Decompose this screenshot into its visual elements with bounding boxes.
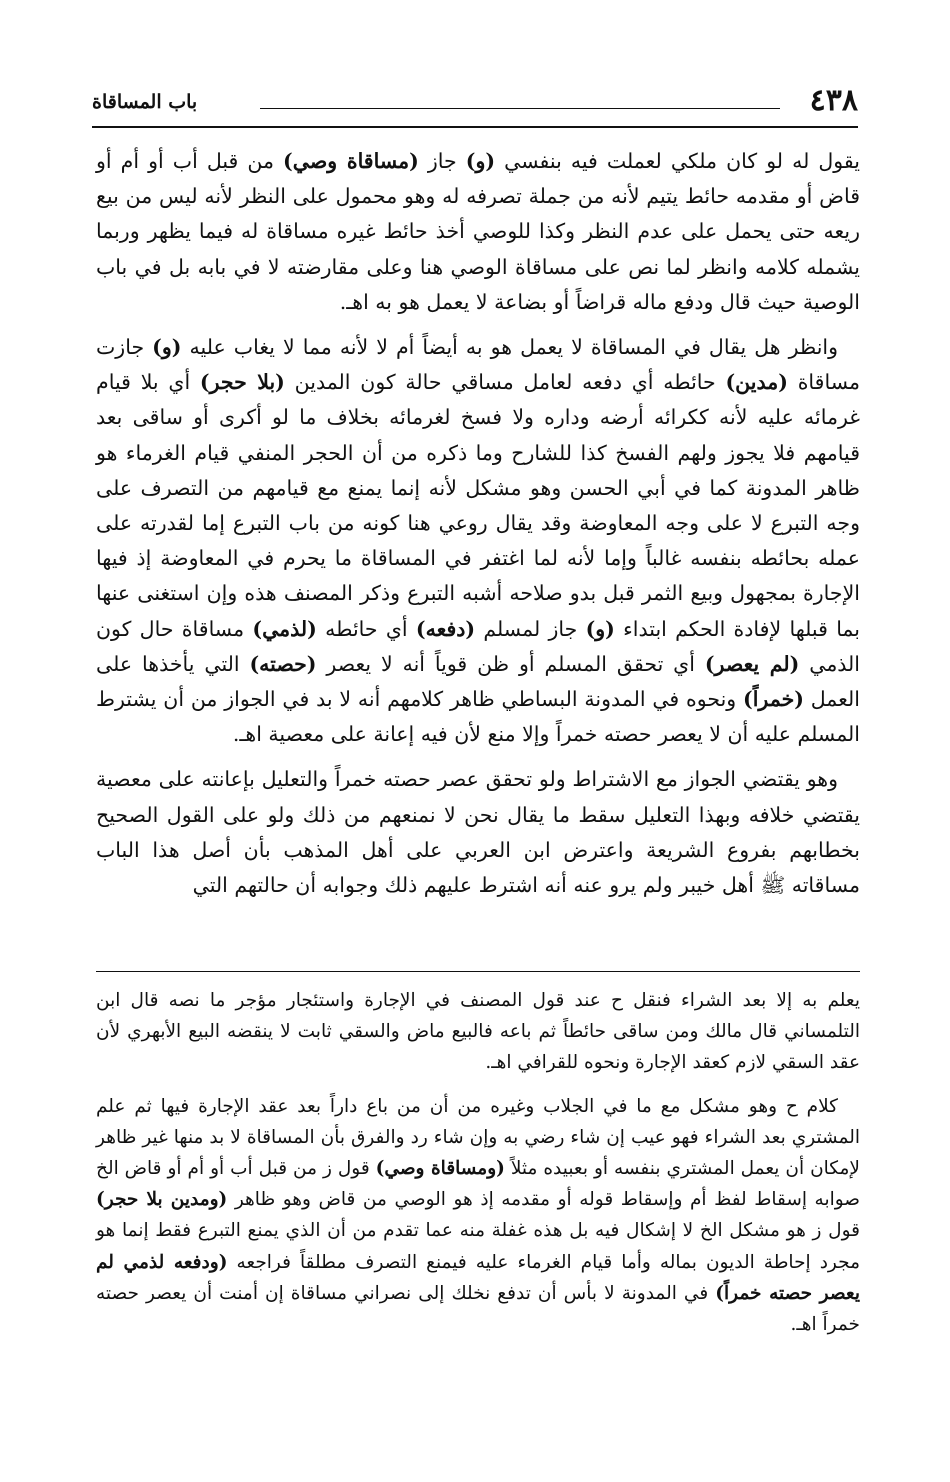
text-run: مساقاة حال كون الذمي (96, 616, 861, 676)
footnotes (96, 985, 860, 1340)
bold-term: (حصته) (249, 651, 317, 676)
page-header (92, 84, 858, 124)
main-paragraph-2 (96, 330, 860, 752)
bold-term: (ودفعه لذمي لم يعصر حصته خمراً) (96, 1251, 860, 1304)
text-run: من قبل أب أو أم أو قاض أو مقدمه حائط يتيم لأنه من جملة تصرفه له وهو محمول على النظر لأنه ليس من بيع ريعه حتى يحمل على عدم النظر وكذا للوصي أخذ حائط غيره مساقاة له فيما يظهر وربما يشمله كلامه وانظر لما نص على مساقاة الوصي هنا وعلى مقارضته لا في بابه بل في باب الوصية حيث قال ودفع ماله قراضاً أو بضاعة لا يعمل هو به اهـ. (96, 149, 860, 314)
running-head: باب المساقاة (92, 91, 198, 113)
bold-term: (و) (585, 616, 615, 641)
text-run: يعلم به إلا بعد الشراء فنقل ح عند قول المصنف في الإجارة واستئجار مؤجر ما نصه قال ابن التلمساني قال مالك ومن ساقى حائطاً ثم باعه فالبيع ماض والسقي ثابت لا ينقضه البيع الأبهري لأن عقد السقي لازم كعقد الإجارة ونحوه للقرافي اهـ. (96, 990, 860, 1074)
text-run: أي تحقق المسلم أو ظن قوياً أنه لا يعصر (316, 651, 705, 676)
bold-term: (لذمي) (252, 616, 317, 641)
header-divider (92, 126, 858, 128)
header-rule (260, 108, 780, 109)
page-number: ٤٣٨ (809, 83, 858, 118)
text-run: جاز (418, 149, 466, 173)
text-run: ونحوه في المدونة البساطي ظاهر كلامهم أنه لا بد في الجواز من أن يشترط المسلم عليه أن لا يعصر حصته خمراً وإلا منع لأن فيه إعانة على معصية اهـ. (96, 687, 860, 747)
bold-term: (دفعه) (415, 616, 476, 641)
bold-term: (بلا حجر) (199, 370, 285, 395)
text-run: وهو يقتضي الجواز مع الاشتراط ولو تحقق عصر حصته خمراً والتعليل بإعانته على معصية يقتضي خلافه وبهذا التعليل سقط ما يقال نحن لا نمنعهم من ذلك ولو على القول الصحيح بخطابهم بفروع الشريعة واعترض ابن العربي على أهل المذهب بأن أصل هذا الباب مساقاته ﷺ أهل خيبر ولم يرو عنه أنه اشترط عليهم ذلك وجوابه أن حالتهم التي (96, 767, 860, 898)
text-run: أي حائطه (316, 616, 416, 641)
bold-term: (ومساقاة وصي) (375, 1158, 505, 1180)
main-text (96, 144, 860, 903)
bold-term: (خمراً) (743, 687, 804, 712)
bold-term: (مدين) (725, 370, 788, 395)
text-run: قول ز من قبل أب أو أم أو قاض الخ صوابه إسقاط لفظ أم وإسقاط قوله أو مقدمه إذ هو الوصي من قاض وهو ظاهر (96, 1158, 861, 1211)
text-run: جاز لمسلم (475, 616, 586, 641)
text-run: جازت مساقاة (96, 335, 860, 395)
bold-term: (مساقاة وصي) (283, 149, 419, 173)
bold-term: (لم يعصر) (704, 651, 800, 676)
text-run: قول ز هو مشكل الخ لا إشكال فيه بل هذه غفلة منه عما تقدم من أن الذي يمنع التبرع فقط إنما هو مجرد إحاطة الديون بماله وأما قيام الغرماء عليه فيمنع التصرف مطلقاً فراجعه (96, 1220, 860, 1273)
footnote-paragraph-2 (96, 1091, 860, 1341)
text-run: كلام ح وهو مشكل مع ما في الجلاب وغيره من أن من باع داراً بعد عقد الإجارة فيها ثم علم المشتري بعد الشراء فهو عيب إن شاء رضي به وإن شاء رد والفرق بأن المساقاة لا بد منها غير ظاهر لإمكان أن يعمل المشتري بنفسه أو بعبيده مثلاً (96, 1095, 860, 1180)
main-paragraph-3 (96, 762, 860, 903)
text-run: في المدونة لا بأس أن تدفع نخلك إلى نصراني مساقاة إن أمنت أن يعصر حصته خمراً اهـ. (96, 1282, 860, 1336)
text-run: حائطه أي دفعه لعامل مساقي حالة كون المدين (284, 370, 726, 395)
text-run: أي بلا قيام غرمائه عليه لأنه ككرائه أرضه وداره ولا فسخ لغرمائه بخلاف ما لو أكرى أو ساقى بعد قيامهم فلا يجوز ولهم الفسخ كذا للشارح وما ذكره من أن الحجر المنفي قيام الغرماء هو ظاهر المدونة كما في أبي الحسن وهو مشكل لأنه إنما يمنع مع قيامهم من التصرف على وجه التبرع لا على وجه المعاوضة وقد يقال روعي هنا كونه من باب التبرع إما لقدرته على عمله بحائطه بنفسه غالباً وإما لأنه لما اغتفر في المساقاة ما يحرم في المعاوضة إذ فيها الإجارة بمجهول وبيع الثمر قبل بدو صلاحه أشبه التبرع وذكر المصنف هذه وإن استغنى عنها بما قبلها لإفادة الحكم ابتداء (96, 370, 860, 641)
bold-term: (و) (152, 335, 182, 360)
footnote-paragraph-1 (96, 985, 860, 1079)
footnote-separator (96, 971, 860, 972)
bold-term: (و) (465, 149, 496, 173)
text-run: التي يأخذها على العمل (96, 651, 860, 712)
main-paragraph-1 (96, 144, 860, 320)
text-run: وانظر هل يقال في المساقاة لا يعمل هو به أيضاً أم لا لأنه مما لا يغاب عليه (181, 335, 839, 360)
bold-term: (ومدين بلا حجر) (96, 1189, 228, 1211)
text-run: يقول له لو كان ملكي لعملت فيه بنفسي (495, 149, 860, 173)
